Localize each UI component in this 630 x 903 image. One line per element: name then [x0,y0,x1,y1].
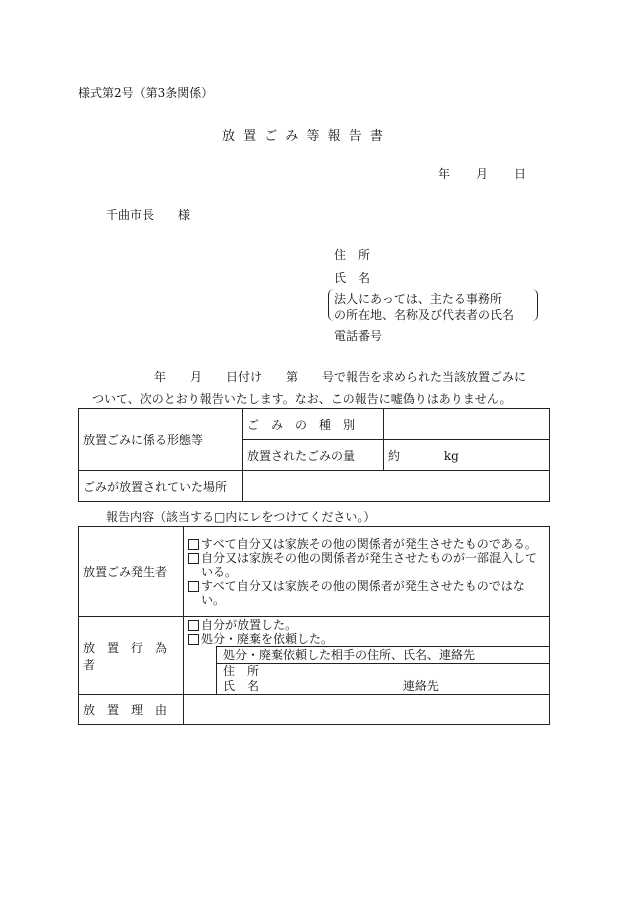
checkbox[interactable] [188,539,199,550]
report-table [78,526,550,725]
form-number: 様式第2号（第3条関係） [78,86,214,100]
place-value-cell[interactable] [243,471,550,502]
corporate-note-line2: の所在地、名称及び代表者の氏名 [334,308,515,322]
addressee: 千曲市長 様 [106,208,191,222]
corporate-note-line1: 法人にあっては、主たる事務所 [334,292,502,306]
date-month: 月 [476,167,489,181]
intro-line-1: 年 月 日付け 第 号で報告を求められた当該放置ごみに [154,370,527,384]
checkbox[interactable] [188,581,199,592]
reason-value-cell[interactable] [184,695,550,725]
amount-unit: kg [443,448,459,463]
contact-address[interactable]: 住 所 [217,663,549,679]
origin-options-cell [184,527,550,617]
actor-label: 放 置 行 為 者 [79,617,184,695]
reporter-name-label: 氏 名 [334,271,371,285]
actor-cell [184,617,550,695]
reporter-phone-label: 電話番号 [334,329,383,343]
origin-option-2[interactable]: 自分又は家族その他の関係者が発生させたものが一部混入している。 [188,551,545,579]
actor-option-1[interactable]: 自分が放置した。 [188,618,545,632]
contact-name-row[interactable] [217,679,549,694]
date-day: 日 [514,167,527,181]
checkbox[interactable] [188,553,199,564]
checkbox[interactable] [188,634,199,645]
kind-label: ご み の 種 別 [243,409,384,440]
origin-option-1[interactable]: すべて自分又は家族その他の関係者が発生させたものである。 [188,537,545,551]
report-note: 報告内容（該当する□内にレをつけてください。） [106,510,376,524]
amount-value-cell[interactable] [384,440,550,471]
contact-header: 処分・廃棄依頼した相手の住所、氏名、連絡先 [223,647,476,662]
document-title: 放 置 ご み 等 報 告 書 [222,129,385,144]
form-label: 放置ごみに係る形態等 [79,409,243,471]
amount-prefix: 約 [388,448,401,463]
origin-option-3[interactable]: すべて自分又は家族その他の関係者が発生させたものではない。 [188,579,545,607]
intro-line-2: ついて、次のとおり報告いたします。なお、この報告に嘘偽りはありません。 [92,392,512,406]
origin-label: 放置ごみ発生者 [79,527,184,617]
place-label: ごみが放置されていた場所 [79,471,243,502]
contact-name-label: 氏 名 [223,678,260,693]
reason-label: 放 置 理 由 [79,695,184,725]
actor-option-2[interactable]: 処分・廃棄を依頼した。 [188,632,545,646]
contact-tel-label: 連絡先 [402,678,439,693]
reporter-address-label: 住 所 [334,248,371,262]
waste-form-table [78,408,550,502]
date-year: 年 [438,167,451,181]
amount-label: 放置されたごみの量 [243,440,384,471]
kind-value-cell[interactable] [384,409,550,440]
checkbox[interactable] [188,620,199,631]
contact-box [216,646,549,694]
